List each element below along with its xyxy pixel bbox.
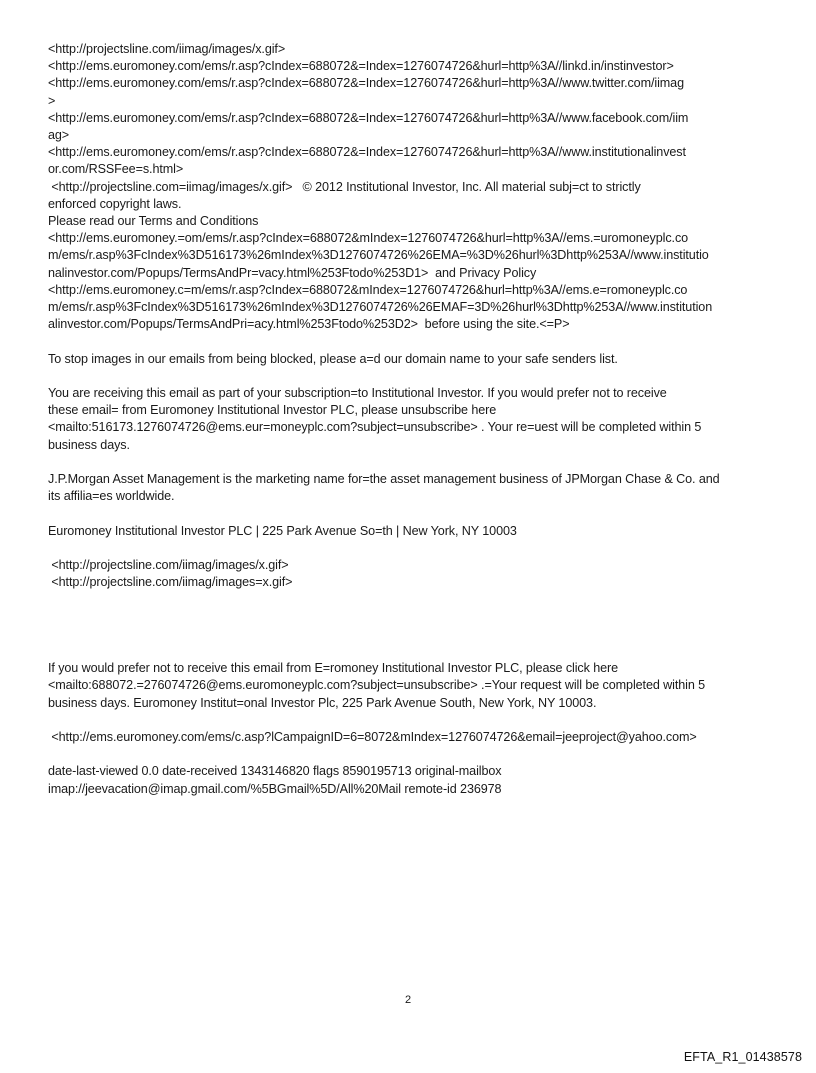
campaign-paragraph: [48, 729, 774, 746]
rss-link-cont[interactable]: or.com/RSSFee=s.html>: [48, 162, 184, 177]
opt-out-line: business days. Euromoney Institut=onal Investor Plc, 225 Park Avenue South, New York, NY 10003.: [48, 695, 597, 710]
page-number: 2: [404, 994, 412, 1006]
terms-intro: Please read our Terms and Conditions: [48, 214, 259, 229]
opt-out-line: If you would prefer not to receive this email from E=romoney Institutional Investor PLC, please click here: [48, 661, 619, 676]
twitter-link-cont[interactable]: >: [48, 93, 56, 108]
document-id: EFTA_R1_01438578: [683, 1050, 802, 1064]
privacy-link[interactable]: <http://ems.euromoney.c=m/ems/r.asp?cIndex=688072&mIndex=1276074726&hurl=http%3A//ems.e=romoneyplc.co: [48, 282, 688, 297]
metadata-line: imap://jeevacation@imap.gmail.com/%5BGmail%5D/All%20Mail remote-id 236978: [48, 781, 502, 796]
subscription-line: business days.: [48, 437, 130, 452]
address-paragraph: [48, 523, 774, 540]
jpmorgan-line: J.P.Morgan Asset Management is the marketing name for=the asset management business of JPMorgan Chase & Co. and: [48, 472, 720, 487]
terms-link-end[interactable]: nalinvestor.com/Popups/TermsAndPr=vacy.html%253Ftodo%253D1> and Privacy Policy: [48, 265, 537, 280]
safe-senders-paragraph: [48, 351, 774, 368]
terms-link-cont[interactable]: m/ems/r.asp%3FcIndex%3D516173%26mIndex%3D1276074726%26EMA=%3D%26hurl%3Dhttp%253A//www.institutio: [48, 248, 709, 263]
subscription-paragraph: [48, 385, 774, 454]
safe-senders-line: To stop images in our emails from being blocked, please a=d our domain name to your safe senders list.: [48, 351, 618, 366]
metadata-line: date-last-viewed 0.0 date-received 1343146820 flags 8590195713 original-mailbox: [48, 764, 502, 779]
terms-link[interactable]: <http://ems.euromoney.=om/ems/r.asp?cIndex=688072&mIndex=1276074726&hurl=http%3A//ems.=uromoneyplc.co: [48, 231, 689, 246]
copyright-line-cont: enforced copyright laws.: [48, 196, 182, 211]
image-links-paragraph: [48, 557, 774, 591]
campaign-link[interactable]: <http://ems.euromoney.com/ems/c.asp?lCampaignID=6=8072&mIndex=1276074726&email=jeeproject@yahoo.com>: [48, 730, 697, 744]
rss-link[interactable]: <http://ems.euromoney.com/ems/r.asp?cIndex=688072&=Index=1276074726&hurl=http%3A//www.institutionalinvest: [48, 145, 686, 160]
facebook-link-cont[interactable]: ag>: [48, 128, 70, 143]
subscription-line: You are receiving this email as part of your subscription=to Institutional Investor. If you would prefer not to receive: [48, 386, 667, 401]
unsubscribe-link[interactable]: <mailto:516173.1276074726@ems.eur=moneyplc.com?subject=unsubscribe> . Your re=uest will be completed within 5: [48, 420, 702, 435]
image-link[interactable]: <http://projectsline.com/iimag/images=x.gif>: [48, 575, 293, 590]
spacer: [48, 609, 774, 661]
links-block: [48, 41, 774, 333]
email-body: [48, 41, 774, 815]
jpmorgan-paragraph: [48, 471, 774, 505]
image-link[interactable]: <http://projectsline.com/iimag/images/x.gif>: [48, 42, 286, 56]
image-link[interactable]: <http://projectsline.com/iimag/images/x.gif>: [48, 558, 289, 573]
copyright-line: <http://projectsline.com=iimag/images/x.gif> © 2012 Institutional Investor, Inc. All material subj=ct to strictly: [48, 179, 641, 194]
address-line: Euromoney Institutional Investor PLC | 225 Park Avenue So=th | New York, NY 10003: [48, 523, 517, 538]
linkedin-link[interactable]: <http://ems.euromoney.com/ems/r.asp?cIndex=688072&=Index=1276074726&hurl=http%3A//linkd.in/instinvestor>: [48, 59, 674, 74]
privacy-link-end[interactable]: alinvestor.com/Popups/TermsAndPri=acy.html%253Ftodo%253D2> before using the site.<=P>: [48, 317, 570, 332]
subscription-line: these email= from Euromoney Institutional Investor PLC, please unsubscribe here: [48, 403, 497, 418]
metadata-paragraph: [48, 763, 774, 797]
twitter-link[interactable]: <http://ems.euromoney.com/ems/r.asp?cIndex=688072&=Index=1276074726&hurl=http%3A//www.twitter.com/iimag: [48, 76, 684, 91]
privacy-link-cont[interactable]: m/ems/r.asp%3FcIndex%3D516173%26mIndex%3D1276074726%26EMAF=3D%26hurl%3Dhttp%253A//www.institution: [48, 300, 713, 315]
jpmorgan-line: its affilia=es worldwide.: [48, 489, 175, 504]
opt-out-mailto-link[interactable]: <mailto:688072.=276074726@ems.euromoneyplc.com?subject=unsubscribe> .=Your request will be completed within 5: [48, 678, 706, 693]
facebook-link[interactable]: <http://ems.euromoney.com/ems/r.asp?cIndex=688072&=Index=1276074726&hurl=http%3A//www.facebook.com/iim: [48, 110, 689, 125]
opt-out-paragraph: [48, 660, 774, 712]
